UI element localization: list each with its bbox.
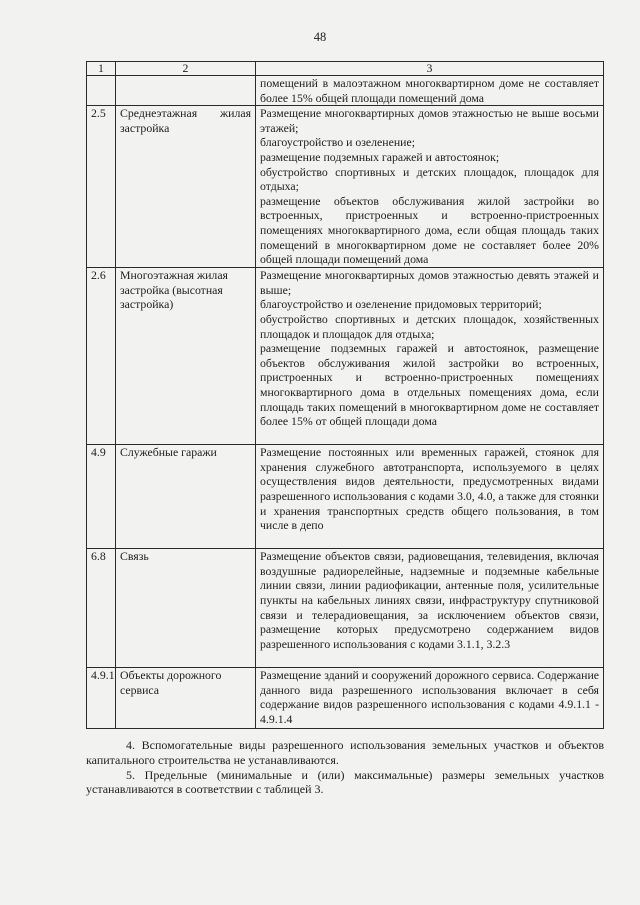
row-name: Среднеэтажная жилая застройка: [116, 106, 256, 268]
row-code: 4.9.1: [87, 668, 116, 729]
body-text: [86, 738, 604, 797]
row-name: Связь: [116, 549, 256, 668]
description-line: размещение объектов обслуживания жилой застройки во встроенных, пристроенных и встроенно-пристроенных помещениях многоквартирного дома, если общая площадь таких помещений в многоквартирном доме не составляет более 20% общей площади помещений дома: [260, 193, 599, 267]
paragraph: 5. Предельные (минимальные и (или) максимальные) размеры земельных участков устанавливаются в соответствии с таблицей 3.: [86, 767, 604, 797]
table-row: [87, 268, 604, 445]
description-line: размещение подземных гаражей и автостоянок, размещение объектов обслуживания жилой застройки во встроенных, пристроенных и встроенно-пристроенных помещениях многоквартирного дома в отдельных помещениях дома, если площадь таких помещений в многоквартирном доме не составляет более 15% от общей площади дома: [260, 341, 599, 429]
row-name: Служебные гаражи: [116, 445, 256, 549]
header-cell-2: 2: [116, 62, 256, 76]
description-line: Размещение многоквартирных домов этажностью девять этажей и выше;: [260, 268, 599, 297]
row-code: 4.9: [87, 445, 116, 549]
row-description: помещений в малоэтажном многоквартирном доме не составляет более 15% общей площади помещений дома: [256, 76, 604, 106]
page-number: 48: [313, 30, 327, 44]
row-code: 6.8: [87, 549, 116, 668]
row-description: Размещение постоянных или временных гаражей, стоянок для хранения служебного автотранспорта, используемого в целях осуществления видов деятельности, предусмотренных видами разрешенного использования с кодами 3.0, 4.0, а также для стоянки и хранения транспортных средств общего пользования, в том числе в депо: [256, 445, 604, 549]
table-row: [87, 668, 604, 729]
row-code: 2.5: [87, 106, 116, 268]
table-row: [87, 76, 604, 106]
row-name: Многоэтажная жилая застройка (высотная застройка): [116, 268, 256, 445]
land-use-table: [86, 61, 604, 729]
table-header-row: [87, 62, 604, 76]
row-description: Размещение зданий и сооружений дорожного сервиса. Содержание данного вида разрешенного использования включает в себя содержание видов разрешенного использования с кодами 4.9.1.1 - 4.9.1.4: [256, 668, 604, 729]
row-code: [87, 76, 116, 106]
table-row: [87, 106, 604, 268]
table-row: [87, 445, 604, 549]
description-line: Размещение многоквартирных домов этажностью не выше восьми этажей;: [260, 106, 599, 135]
row-name: Объекты дорожного сервиса: [116, 668, 256, 729]
row-name: [116, 76, 256, 106]
header-cell-3: 3: [256, 62, 604, 76]
row-description: [256, 106, 604, 268]
row-code: 2.6: [87, 268, 116, 445]
paragraph: 4. Вспомогательные виды разрешенного использования земельных участков и объектов капитального строительства не устанавливаются.: [86, 738, 604, 767]
description-line: обустройство спортивных и детских площадок, хозяйственных площадок и площадок для отдыха;: [260, 311, 599, 341]
description-line: благоустройство и озеленение придомовых территорий;: [260, 297, 542, 312]
table-row: [87, 549, 604, 668]
header-cell-1: 1: [87, 62, 116, 76]
row-description: [256, 268, 604, 445]
description-line: обустройство спортивных и детских площадок, площадок для отдыха;: [260, 164, 599, 194]
description-line: благоустройство и озеленение;: [260, 135, 415, 150]
description-line: размещение подземных гаражей и автостоянок;: [260, 149, 500, 164]
row-description: Размещение объектов связи, радиовещания, телевидения, включая воздушные радиорелейные, надземные и подземные кабельные линии связи, линии радиофикации, антенные поля, усилительные пункты на кабельных линиях связи, инфраструктуру спутниковой связи и телерадиовещания, за исключением объектов связи, размещение которых предусмотрено содержанием видов разрешенного использования с кодами 3.1.1, 3.2.3: [256, 549, 604, 668]
